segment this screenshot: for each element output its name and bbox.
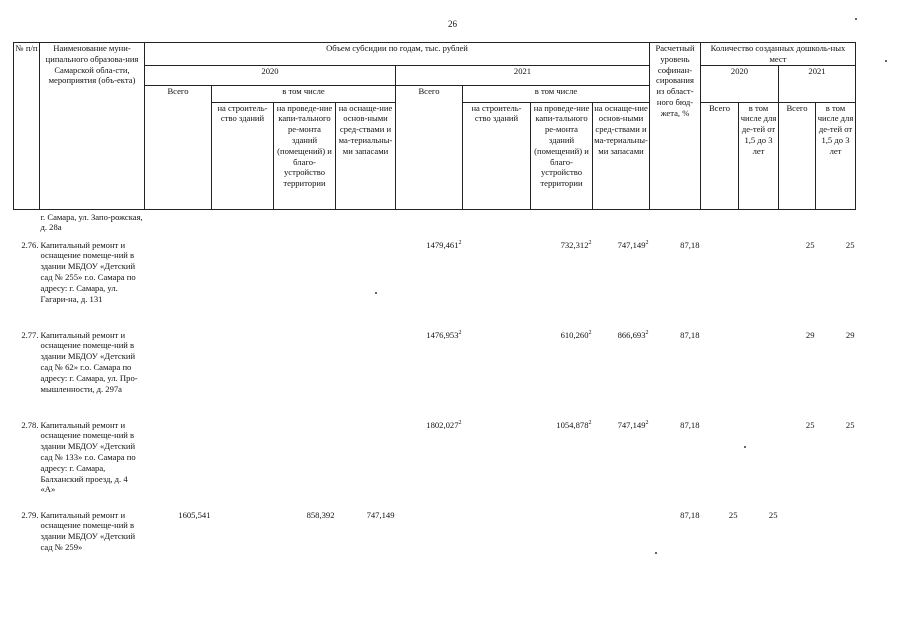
- cell-e2021: [593, 508, 650, 568]
- cell-p2020-child: 25: [768, 509, 778, 520]
- footnote-mark: 2: [458, 419, 462, 426]
- footnote-mark: 2: [588, 239, 592, 246]
- header-places-2021-total: Всего: [779, 102, 816, 209]
- cell-cofin: 87,18: [680, 509, 700, 520]
- header-places-2020-total: Всего: [701, 102, 739, 209]
- header-including-2020: в том числе: [212, 85, 396, 102]
- footnote-mark: 2: [458, 239, 462, 246]
- cell-e2020: 747,149: [366, 509, 395, 520]
- header-construction-2021: на строитель-ство зданий: [463, 102, 531, 209]
- header-cofin: Расчетный уровень софинан-сирования из област-ного бюд-жета, %: [650, 43, 701, 210]
- cell-t2020: 1605,541: [178, 509, 211, 520]
- cell-c2021: [463, 328, 531, 418]
- footnote-mark: 2: [588, 419, 592, 426]
- cell-r2021: 610,260$^2$: [560, 329, 592, 340]
- cell-p2021-child: [816, 508, 856, 568]
- cell-c2021: [463, 508, 531, 568]
- cell-idx: 2.79.: [21, 509, 39, 520]
- footnote-mark: 2: [645, 329, 649, 336]
- table-row: [14, 508, 856, 568]
- cell-p2021-total: 25: [805, 239, 815, 250]
- header-repair-2021: на проведе-ние капи-тального ре-монта зданий (помещений) и благо-устройство территории: [531, 102, 593, 209]
- cell-p2021-total: [779, 508, 816, 568]
- header-places-2020-children: в том числе для де-тей от 1,5 до 3 лет: [739, 102, 779, 209]
- table-row: [14, 238, 856, 328]
- cell-r2020: [274, 238, 336, 328]
- cell-c2020: [212, 418, 274, 508]
- cell-cofin: 87,18: [680, 329, 700, 340]
- cell-c2021: [463, 418, 531, 508]
- header-places: Количество созданных дошколь-ных мест: [701, 43, 856, 66]
- cell-p2020-total: [701, 328, 739, 418]
- data-rows: [14, 238, 856, 568]
- footnote-mark: 2: [588, 329, 592, 336]
- continuation-row: [14, 209, 856, 238]
- cell-p2020-total: [701, 418, 739, 508]
- cell-t2020: [145, 418, 212, 508]
- header-year-2020: 2020: [145, 65, 396, 85]
- cell-r2020: [274, 418, 336, 508]
- cell-c2021: [463, 238, 531, 328]
- scan-speck: [855, 18, 857, 20]
- cell-idx: 2.78.: [21, 419, 39, 430]
- cell-idx: 2.77.: [21, 329, 39, 340]
- scan-speck: [655, 552, 657, 554]
- cell-e2021: 747,149$^2$: [617, 419, 649, 430]
- scan-speck: [375, 292, 377, 294]
- cell-t2021: 1476,953$^2$: [426, 329, 462, 340]
- footnote-mark: 2: [645, 239, 649, 246]
- cell-c2020: [212, 508, 274, 568]
- header-no: № п/п: [14, 43, 40, 210]
- cell-p2021-child: 29: [845, 329, 855, 340]
- header-construction-2020: на строитель-ство зданий: [212, 102, 274, 209]
- cell-e2020: [336, 238, 396, 328]
- cell-r2021: 732,312$^2$: [560, 239, 592, 250]
- cell-r2020: 858,392: [306, 509, 335, 520]
- table-row: [14, 328, 856, 418]
- header-including-2021: в том числе: [463, 85, 650, 102]
- header-year-2021: 2021: [396, 65, 650, 85]
- footnote-mark: 2: [458, 329, 462, 336]
- header-total-2020: Всего: [145, 85, 212, 209]
- cell-cofin: 87,18: [680, 419, 700, 430]
- cell-p2021-total: 25: [805, 419, 815, 430]
- cell-p2020-child: [739, 238, 779, 328]
- page-number: 26: [448, 19, 457, 29]
- cell-t2021: 1802,027$^2$: [426, 419, 462, 430]
- header-name: Наименование муни-ципального образова-ния Самарской обла-сти, мероприятия (объ-екта): [40, 43, 145, 210]
- cell-p2021-child: 25: [845, 239, 855, 250]
- continuation-text: г. Самара, ул. Запо-рожская, д. 28а: [40, 211, 143, 233]
- cell-t2021: 1479,461$^2$: [426, 239, 462, 250]
- header-total-2021: Всего: [396, 85, 463, 209]
- cell-e2021: 866,693$^2$: [617, 329, 649, 340]
- cell-p2021-child: 25: [845, 419, 855, 430]
- cell-c2020: [212, 238, 274, 328]
- cell-p2020-child: [739, 328, 779, 418]
- header-repair-2020: на проведе-ние капи-тального ре-монта зданий (помещений) и благо-устройство территории: [274, 102, 336, 209]
- cell-p2020-total: [701, 238, 739, 328]
- header-subsidy: Объем субсидии по годам, тыс. рублей: [145, 43, 650, 66]
- header-equipment-2021: на оснаще-ние основ-ными сред-ствами и ма-териальны-ми запасами: [593, 102, 650, 209]
- footnote-mark: 2: [645, 419, 649, 426]
- cell-e2020: [336, 328, 396, 418]
- cell-t2021: [396, 508, 463, 568]
- cell-r2021: 1054,878$^2$: [556, 419, 592, 430]
- cell-r2021: [531, 508, 593, 568]
- cell-name: Капитальный ремонт и оснащение помеще-ний в здании МБДОУ «Детский сад № 255» г.о. Самара по адресу: г. Самара, ул. Гагари-на, д. 131: [40, 239, 136, 304]
- cell-p2020-child: [739, 418, 779, 508]
- cell-t2020: [145, 238, 212, 328]
- table-row: [14, 418, 856, 508]
- scan-speck: [744, 446, 746, 448]
- table-header: [14, 43, 856, 210]
- cell-r2020: [274, 328, 336, 418]
- cell-e2021: 747,149$^2$: [617, 239, 649, 250]
- header-places-2020: 2020: [701, 65, 779, 102]
- cell-e2020: [336, 418, 396, 508]
- cell-name: Капитальный ремонт и оснащение помеще-ний в здании МБДОУ «Детский сад № 259»: [40, 509, 136, 552]
- cell-p2021-total: 29: [805, 329, 815, 340]
- cell-name: Капитальный ремонт и оснащение помеще-ний в здании МБДОУ «Детский сад № 133» г.о. Самара по адресу: г. Самара, Балханский проезд, д. 4 «А»: [40, 419, 136, 495]
- scan-speck: [885, 60, 887, 62]
- table-body: [14, 209, 856, 238]
- header-places-2021: 2021: [779, 65, 856, 102]
- cell-name: Капитальный ремонт и оснащение помеще-ний в здании МБДОУ «Детский сад № 62» г.о. Самара по адресу: г. Самара, ул. Про-мышленности, д. 297а: [40, 329, 138, 394]
- cell-t2020: [145, 328, 212, 418]
- cell-c2020: [212, 328, 274, 418]
- subsidy-table: [13, 42, 856, 568]
- header-equipment-2020: на оснаще-ние основ-ными сред-ствами и ма-териальны-ми запасами: [336, 102, 396, 209]
- cell-cofin: 87,18: [680, 239, 700, 250]
- header-places-2021-children: в том числе для де-тей от 1,5 до 3 лет: [816, 102, 856, 209]
- cell-idx: 2.76.: [21, 239, 39, 250]
- cell-p2020-total: 25: [728, 509, 738, 520]
